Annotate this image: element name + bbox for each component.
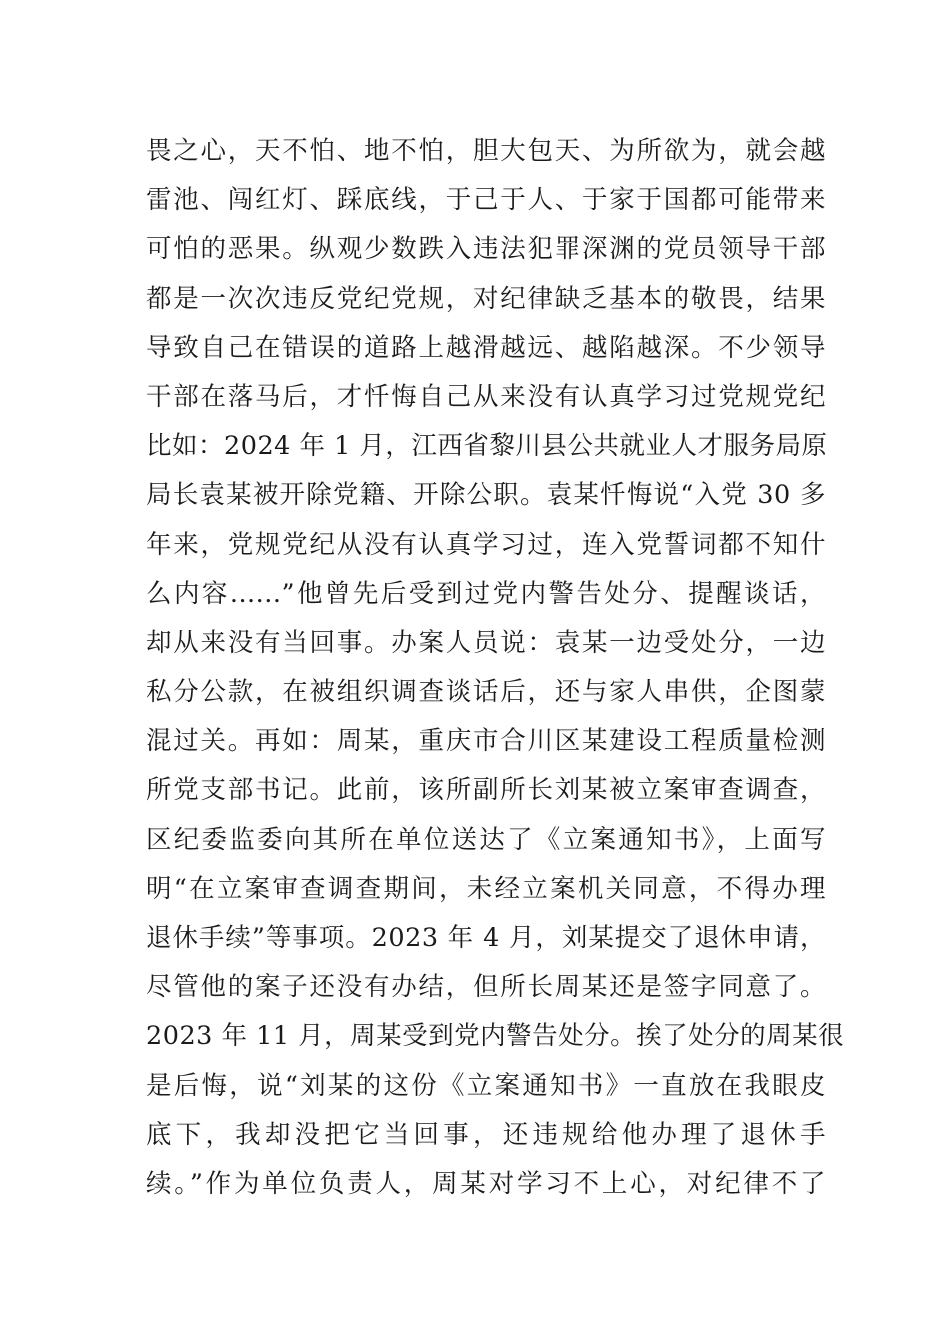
text-line-3: 可怕的恶果。纵观少数跌入违法犯罪深渊的党员领导干部 — [146, 234, 826, 265]
text-line-13: 混过关。再如：周某，重庆市合川区某建设工程质量检测 — [146, 726, 826, 757]
text-line-11: 却从来没有当回事。办案人员说：袁某一边受处分，一边 — [146, 627, 826, 658]
text-line-22: 续。”作为单位负责人，周某对学习不上心，对纪律不了 — [146, 1168, 826, 1199]
text-line-8: 局长袁某被开除党籍、开除公职。袁某忏悔说“入党 30 多 — [146, 480, 826, 511]
text-line-9: 年来，党规党纪从没有认真学习过，连入党誓词都不知什 — [146, 529, 826, 560]
body-text — [146, 127, 845, 1209]
text-line-10: 么内容......”他曾先后受到过党内警告处分、提醒谈话， — [146, 578, 826, 609]
text-line-1: 畏之心，天不怕、地不怕，胆大包天、为所欲为，就会越 — [146, 136, 826, 166]
text-line-6: 干部在落马后，才忏悔自己从来没有认真学习过党规党纪 — [146, 381, 826, 412]
text-line-18: 尽管他的案子还没有办结，但所长周某还是签字同意了。 — [146, 972, 826, 1003]
text-line-17: 退休手续”等事项。2023 年 4 月，刘某提交了退休申请， — [146, 923, 826, 953]
text-line-19: 2023 年 11 月，周某受到党内警告处分。挨了处分的周某很 — [146, 1021, 845, 1052]
text-line-4: 都是一次次违反党纪党规，对纪律缺乏基本的敬畏，结果 — [146, 283, 826, 314]
text-line-7: 比如：2024 年 1 月，江西省黎川县公共就业人才服务局原 — [146, 431, 828, 462]
text-line-14: 所党支部书记。此前，该所副所长刘某被立案审查调查， — [146, 775, 826, 806]
text-line-12: 私分公款，在被组织调查谈话后，还与家人串供，企图蒙 — [146, 677, 826, 708]
text-line-20: 是后悔，说“刘某的这份《立案通知书》一直放在我眼皮 — [146, 1070, 826, 1101]
text-line-5: 导致自己在错误的道路上越滑越远、越陷越深。不少领导 — [146, 332, 826, 363]
text-line-16: 明“在立案审查调查期间，未经立案机关同意，不得办理 — [146, 873, 826, 904]
text-line-2: 雷池、闯红灯、踩底线，于己于人、于家于国都可能带来 — [146, 185, 826, 216]
text-line-21: 底下，我却没把它当回事，还违规给他办理了退休手 — [146, 1119, 826, 1150]
text-line-15: 区纪委监委向其所在单位送达了《立案通知书》，上面写 — [146, 824, 826, 855]
